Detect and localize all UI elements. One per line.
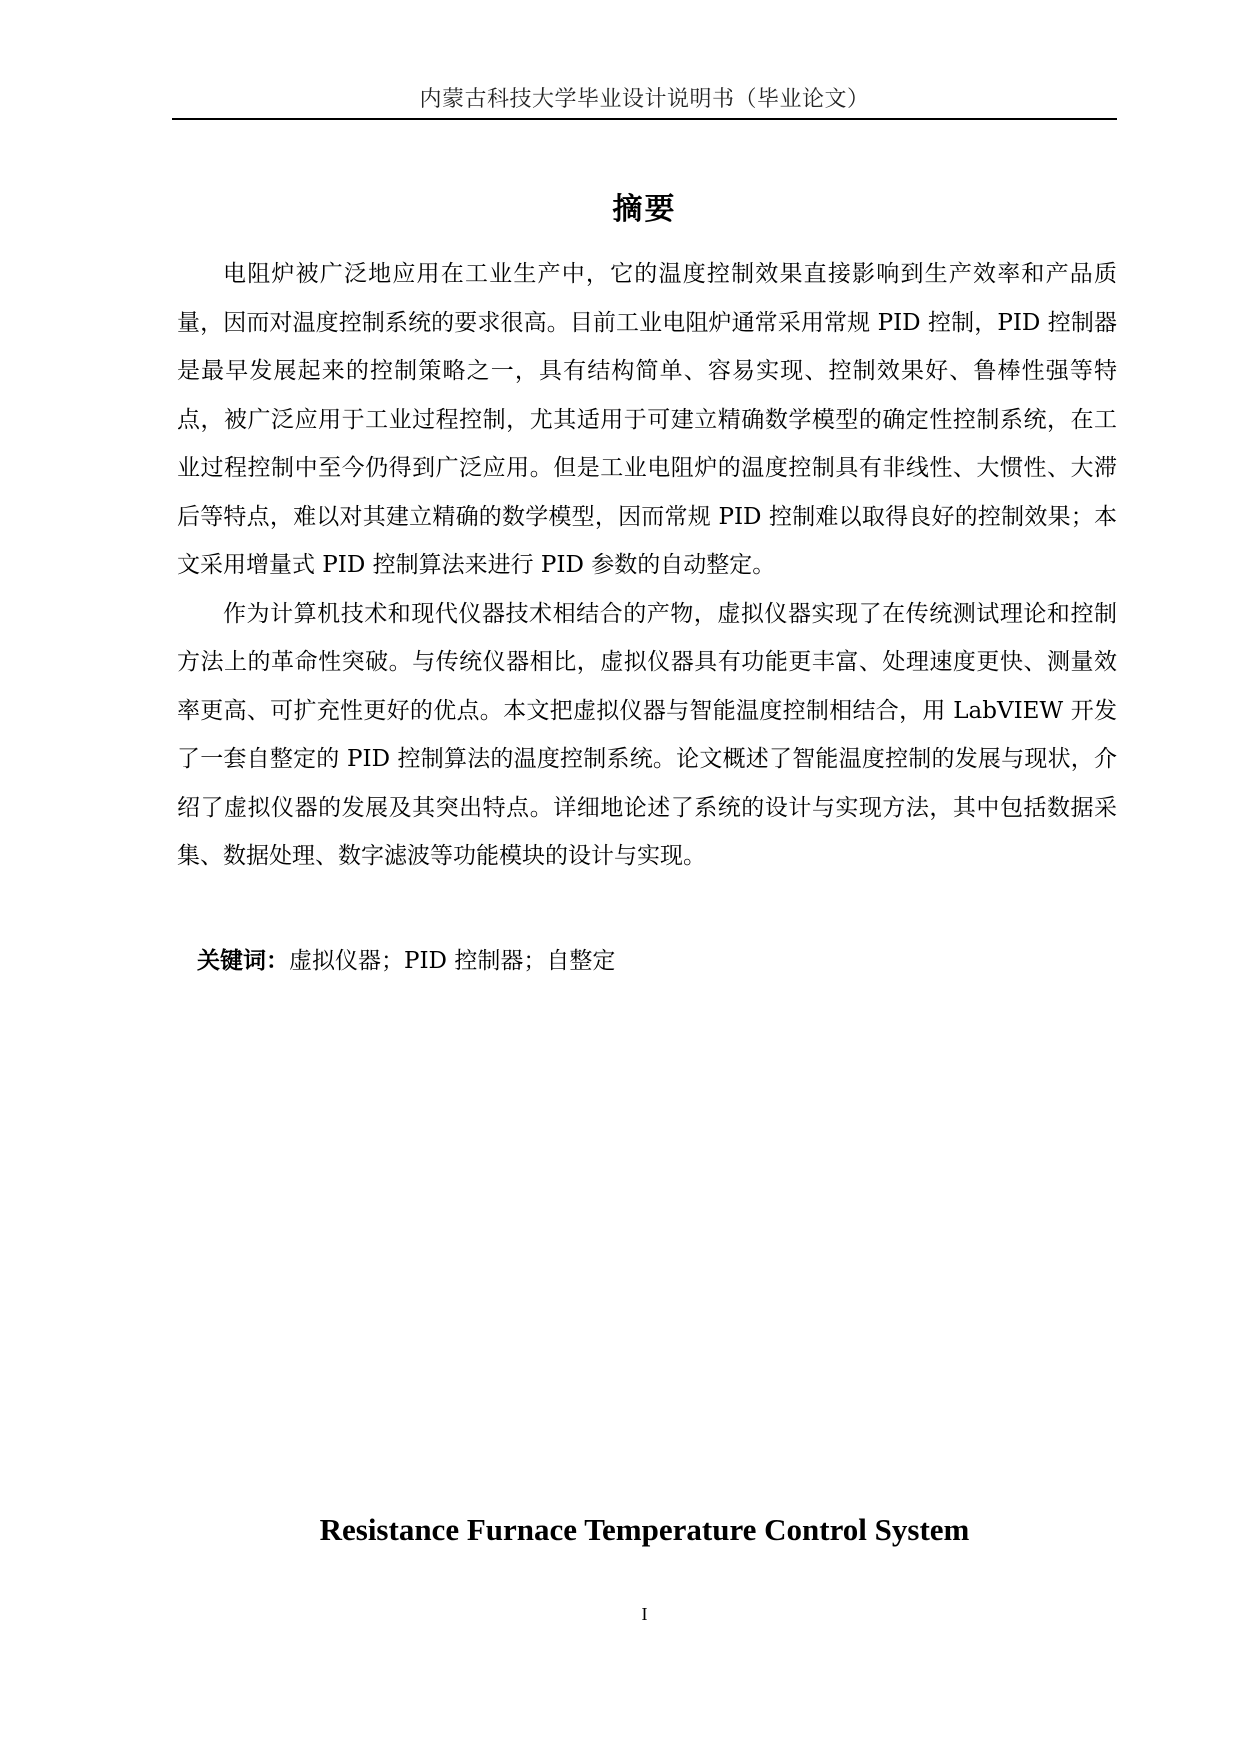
abstract-title: 摘要 (612, 192, 677, 227)
keywords-value: 虚拟仪器；PID 控制器；自整定 (289, 948, 616, 974)
page-number: I (641, 1604, 648, 1624)
abstract-paragraph-2: 作为计算机技术和现代仪器技术相结合的产物，虚拟仪器实现了在传统测试理论和控制方法上的革命性突破。与传统仪器相比，虚拟仪器具有功能更丰富、处理速度更快、测量效率更高、可扩充性更好的优点。本文把虚拟仪器与智能温度控制相结合，用 LabVIEW 开发了一套自整定的 PID 控制算法的温度控制系统。论文概述了智能温度控制的发展与现状，介绍了虚拟仪器的发展及其突出特点。详细地论述了系统的设计与实现方法，其中包括数据采集、数据处理、数字滤波等功能模块的设计与实现。 (177, 600, 1117, 869)
header-rule (172, 118, 1117, 120)
keywords-label: 关键词： (197, 947, 289, 974)
english-title: Resistance Furnace Temperature Control System (319, 1512, 970, 1547)
abstract-body (177, 250, 1117, 881)
keywords (197, 942, 1097, 975)
abstract-paragraph-1: 电阻炉被广泛地应用在工业生产中，它的温度控制效果直接影响到生产效率和产品质量，因而对温度控制系统的要求很高。目前工业电阻炉通常采用常规 PID 控制，PID 控制器是最早发展起来的控制策略之一，具有结构简单、容易实现、控制效果好、鲁棒性强等特点，被广泛应用于工业过程控制，尤其适用于可建立精确数学模型的确定性控制系统，在工业过程控制中至今仍得到广泛应用。但是工业电阻炉的温度控制具有非线性、大惯性、大滞后等特点，难以对其建立精确的数学模型，因而常规 PID 控制难以取得良好的控制效果；本文采用增量式 PID 控制算法来进行 PID 参数的自动整定。 (177, 261, 1117, 578)
running-header: 内蒙古科技大学毕业设计说明书（毕业论文） (419, 87, 870, 112)
